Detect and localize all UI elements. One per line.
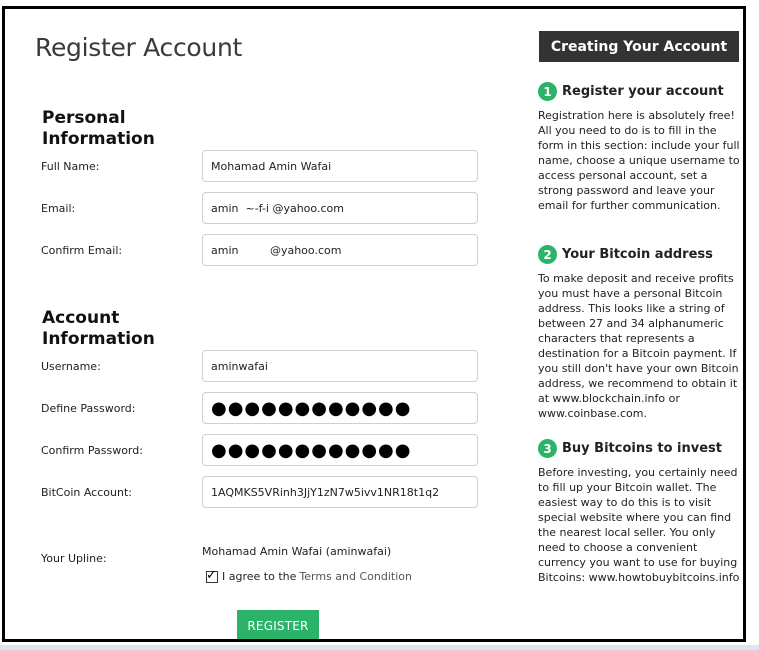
step-1-title: Register your account [562,84,724,99]
step-3-number-badge: 3 [538,439,557,458]
account-info-title-line1: Account [42,308,120,328]
confirm-email-input[interactable] [202,234,478,266]
agree-text: I agree to the [222,570,297,583]
step-1-number-badge: 1 [538,82,557,101]
step-2-title: Your Bitcoin address [562,247,713,262]
password-label: Define Password: [41,402,136,415]
upline-label: Your Upline: [41,552,107,565]
register-button[interactable]: REGISTER [237,610,319,642]
account-info-title [42,308,155,350]
upline-value: Mohamad Amin Wafai (aminwafai) [202,545,392,558]
step-1-text: Registration here is absolutely free! All you need to do is to fill in the form in this section: include your full name, choose a unique username to access personal account, set a strong password and leave your email for further communication. [538,109,740,212]
password-input[interactable] [202,392,478,424]
email-input[interactable] [202,192,478,224]
step-3-title: Buy Bitcoins to invest [562,441,722,456]
username-label: Username: [41,360,101,373]
agree-row [206,567,412,583]
personal-info-title-line2: Information [42,129,155,149]
full-name-label: Full Name: [41,160,100,173]
step-2-text: To make deposit and receive profits you must have a personal Bitcoin address. This looks like a string of between 27 and 34 alphanumeric characters that represents a destination for a Bitcoin payment. If you still don't have your own Bitcoin address, we recommend to obtain it at www.blockchain.info or www.coinbase.com. [538,272,739,420]
confirm-email-label: Confirm Email: [41,244,123,257]
step-2-number-badge: 2 [538,245,557,264]
confirm-password-input[interactable] [202,434,478,466]
personal-info-title-line1: Personal [42,108,126,128]
checkmark-icon: ✓ [206,567,217,583]
confirm-password-label: Confirm Password: [41,444,143,457]
full-name-input[interactable] [202,150,478,182]
register-page [2,6,746,642]
bottom-strip [0,645,759,650]
bitcoin-account-input[interactable] [202,476,478,508]
agree-checkbox[interactable] [206,567,218,583]
step-1-heading [538,82,724,101]
step-2-heading [538,245,713,264]
username-input[interactable] [202,350,478,382]
email-label: Email: [41,202,76,215]
personal-info-title [42,108,155,150]
sidebar-header: Creating Your Account [539,31,739,62]
step-3-heading [538,439,722,458]
account-info-title-line2: Information [42,329,155,349]
page-title: Register Account [35,33,243,62]
bitcoin-account-label: BitCoin Account: [41,486,132,499]
step-3-text: Before investing, you certainly need to fill up your Bitcoin wallet. The easiest way to do this is to visit special website where you can find the nearest local seller. You only need to choose a convenient currency you want to use for buying Bitcoins: www.howtobuybitcoins.info [538,466,740,584]
terms-link[interactable]: Terms and Condition [299,570,412,583]
